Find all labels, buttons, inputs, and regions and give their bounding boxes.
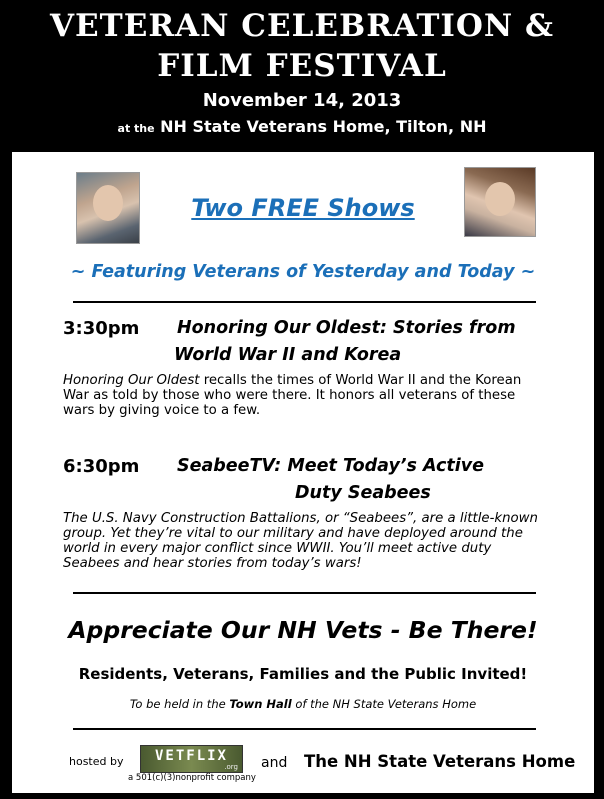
divider (73, 728, 536, 730)
title-line-2: FILM FESTIVAL (157, 48, 447, 84)
logo-org: .org (224, 763, 238, 771)
flyer-card (12, 152, 594, 793)
partner-name: The NH State Veterans Home (304, 752, 576, 771)
event-1-title-line-1: Honoring Our Oldest: Stories from (177, 318, 516, 338)
event-location (0, 117, 604, 136)
hosted-by-label: hosted by (69, 755, 124, 768)
event-2-time: 6:30pm (63, 456, 140, 477)
featuring-line: ~ Featuring Veterans of Yesterday and Today ~ (70, 262, 536, 282)
vetflix-logo (140, 745, 243, 773)
event-date: November 14, 2013 (202, 90, 402, 111)
title-line-1: VETERAN CELEBRATION & (49, 8, 555, 44)
divider (73, 592, 536, 594)
location-prefix: at the (117, 122, 155, 135)
nonprofit-note: a 501(c)(3)nonprofit company (128, 773, 256, 783)
location-name: NH State Veterans Home, Tilton, NH (160, 117, 487, 136)
venue-town-hall: Town Hall (229, 697, 292, 711)
event-2-title-line-2: Duty Seabees (295, 483, 431, 503)
event-2-description: The U.S. Navy Construction Battalions, or “Seabees”, are a little-known group. Yet they’re vital to our military and have deployed around the world in every major conflict since WWII. You’ll meet active duty Seabees and hear stories from today’s wars! (63, 511, 538, 571)
event-2-title-line-1: SeabeeTV: Meet Today’s Active (177, 456, 485, 476)
invite-line: Residents, Veterans, Families and the Public Invited! (78, 665, 528, 683)
divider (73, 301, 536, 303)
event-1-description (63, 373, 543, 418)
event-1-desc-title: Honoring Our Oldest (63, 373, 200, 388)
and-label: and (261, 755, 288, 771)
header (0, 0, 604, 152)
venue-prefix: To be held in the (129, 697, 230, 711)
venue-suffix: of the NH State Veterans Home (291, 697, 477, 711)
logo-text: VETFLIX (154, 748, 228, 764)
shows-heading: Two FREE Shows (191, 194, 415, 222)
event-1-title-line-2: World War II and Korea (174, 345, 402, 365)
venue-line (12, 697, 594, 711)
event-1-desc-rest: recalls the times of World War II and the Korean War as told by those who were there. It honors all veterans of these wars by giving voice to a few. (63, 373, 522, 418)
appreciate-heading: Appreciate Our NH Vets - Be There! (68, 616, 538, 644)
event-1-time: 3:30pm (63, 318, 140, 339)
